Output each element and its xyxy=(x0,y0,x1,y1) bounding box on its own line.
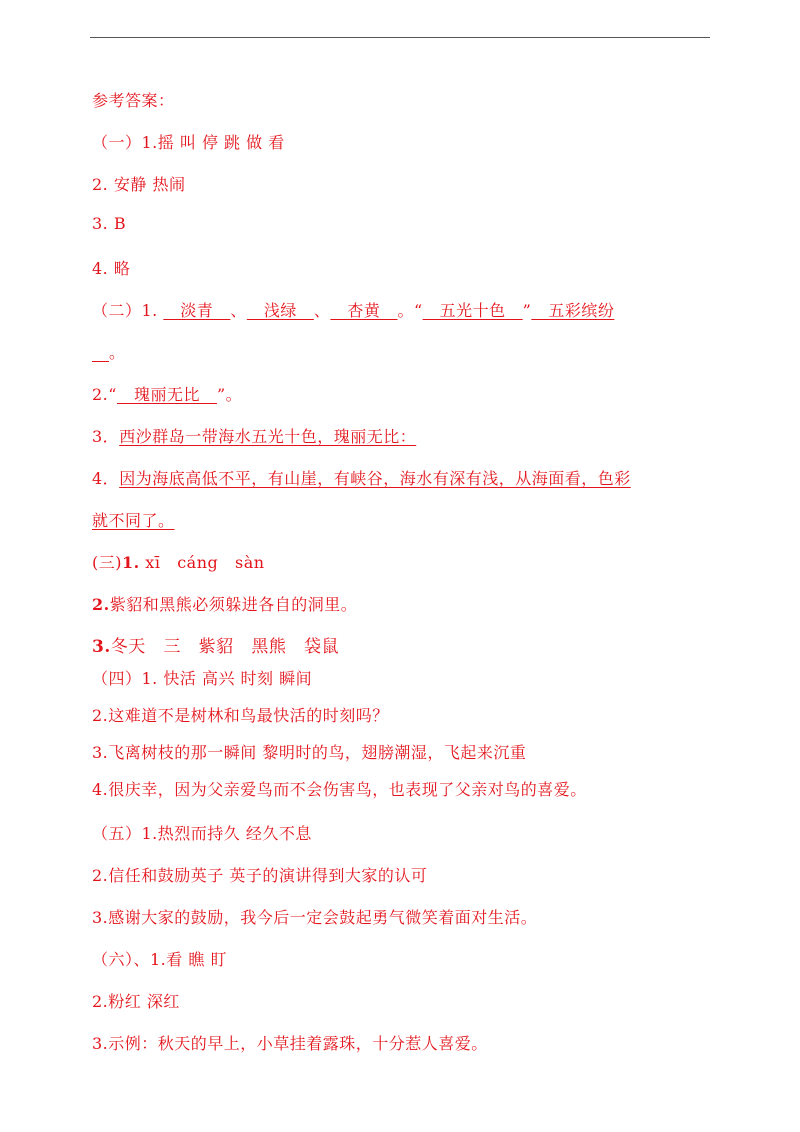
s5-line-1: （五）1.热烈而持久 经久不息 xyxy=(92,824,312,843)
s6-line-2: 2.粉红 深红 xyxy=(92,992,180,1011)
s2-line-4b xyxy=(92,508,175,531)
s3-num-2: 2. xyxy=(92,595,110,614)
s2-line-2-end: ”。 xyxy=(216,385,243,404)
s2-line-3-text: 西沙群岛一带海水五光十色，瑰丽无比： xyxy=(119,427,417,446)
s2-line-2 xyxy=(92,382,242,405)
s3-line-1 xyxy=(92,550,265,573)
blank-2: __浅绿__ xyxy=(246,301,314,320)
s2-line-3 xyxy=(92,424,416,447)
s2-line-2-prefix: 2.“ xyxy=(92,385,117,404)
s2-line-4 xyxy=(92,466,631,489)
s2-line-1 xyxy=(92,298,614,321)
s1-line-4: 4. 略 xyxy=(92,259,131,278)
s3-num-3: 3. xyxy=(92,637,111,657)
s1-line-2: 2. 安静 热闹 xyxy=(92,175,186,194)
s3-line-3-text: 冬天 三 紫貂 黑熊 袋鼠 xyxy=(110,637,340,657)
s3-pinyin: xī cáng sàn xyxy=(139,553,265,572)
s2-line-1b xyxy=(92,340,126,363)
sep-4: ” xyxy=(522,301,532,320)
blank-4: __五光十色__ xyxy=(422,301,523,320)
s2-line-4-text: 因为海底高低不平，有山崖，有峡谷，海水有深有浅，从海面看，色彩 xyxy=(119,469,631,488)
s2-line-1b-end: 。 xyxy=(109,343,126,362)
s6-line-1: （六）、1.看 瞧 盯 xyxy=(92,950,227,969)
blank-1: __淡青__ xyxy=(163,301,231,320)
sep-2: 、 xyxy=(313,301,331,320)
sep-1: 、 xyxy=(230,301,247,320)
s1-line-1: （一）1.摇 叫 停 跳 做 看 xyxy=(92,133,285,152)
blank-5: __五彩缤纷 xyxy=(531,301,615,320)
s4-line-2: 2.这难道不是树林和鸟最快活的时刻吗？ xyxy=(92,706,389,725)
blank-3: __杏黄__ xyxy=(330,301,398,320)
s4-line-3: 3.飞离树枝的那一瞬间 黎明时的鸟，翅膀潮湿，飞起来沉重 xyxy=(92,743,527,762)
s6-line-3: 3.示例：秋天的早上，小草挂着露珠，十分惹人喜爱。 xyxy=(92,1034,488,1053)
blank-5-tail: __ xyxy=(92,343,109,362)
sep-3: 。“ xyxy=(397,301,423,320)
s1-line-3: 3. B xyxy=(92,214,127,233)
top-rule xyxy=(90,37,710,38)
s3-line-2-text: 紫貂和黑熊必须躲进各自的洞里。 xyxy=(109,595,358,614)
s5-line-3: 3.感谢大家的鼓励，我今后一定会鼓起勇气微笑着面对生活。 xyxy=(92,908,538,927)
s2-line-4-prefix: 4． xyxy=(92,469,120,488)
s5-line-2: 2.信任和鼓励英子 英子的演讲得到大家的认可 xyxy=(92,866,428,885)
s3-line-3 xyxy=(92,632,339,657)
s3-prefix: (三) xyxy=(92,553,122,572)
s2-prefix: （二）1. xyxy=(92,301,164,320)
s3-num-1: 1. xyxy=(122,553,140,572)
s3-line-2 xyxy=(92,592,357,615)
s2-line-3-prefix: 3． xyxy=(92,427,120,446)
s4-line-1: （四）1. 快活 高兴 时刻 瞬间 xyxy=(92,669,313,688)
answer-title: 参考答案： xyxy=(92,91,175,110)
blank-6: __瑰丽无比__ xyxy=(116,385,217,404)
s2-line-4b-text: 就不同了。 xyxy=(92,511,175,530)
s4-line-4: 4.很庆幸，因为父亲爱鸟而不会伤害鸟，也表现了父亲对鸟的喜爱。 xyxy=(92,780,587,799)
